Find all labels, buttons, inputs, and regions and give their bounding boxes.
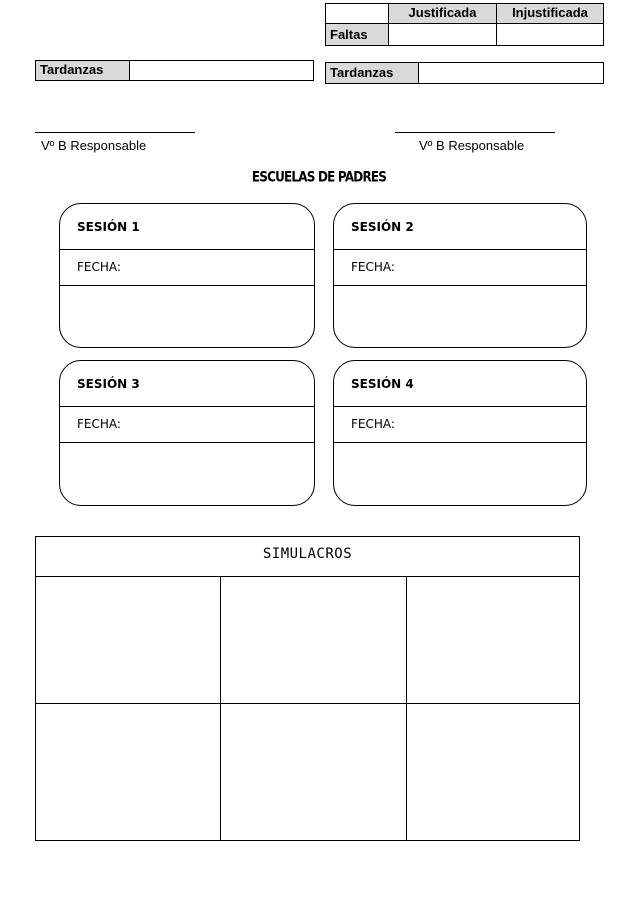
session-title: SESIÓN 3 bbox=[60, 361, 314, 407]
simulacros-col-divider-1 bbox=[220, 576, 221, 841]
session-fecha-label: FECHA: bbox=[334, 406, 586, 443]
signature-line-left bbox=[35, 132, 195, 133]
attendance-corner-cell bbox=[325, 3, 389, 24]
session-card-2 bbox=[333, 203, 587, 348]
row-header-faltas: Faltas bbox=[325, 23, 389, 46]
tardanzas-left-field[interactable] bbox=[129, 60, 314, 81]
faltas-justificada-cell[interactable] bbox=[388, 23, 497, 46]
tardanzas-right-field[interactable] bbox=[418, 62, 604, 84]
session-fecha-label: FECHA: bbox=[60, 406, 314, 443]
signature-label-left: Vº B Responsable bbox=[41, 138, 147, 153]
simulacros-header-divider bbox=[35, 576, 580, 577]
session-fecha-label: FECHA: bbox=[334, 249, 586, 286]
session-card-3 bbox=[59, 360, 315, 506]
signature-line-right bbox=[395, 132, 555, 133]
session-card-1 bbox=[59, 203, 315, 348]
simulacros-outer-border bbox=[35, 536, 580, 841]
faltas-injustificada-cell[interactable] bbox=[496, 23, 604, 46]
tardanzas-left-label: Tardanzas bbox=[35, 60, 130, 81]
signature-label-right: Vº B Responsable bbox=[419, 138, 525, 153]
simulacros-row-divider bbox=[35, 703, 580, 704]
col-header-justificada: Justificada bbox=[388, 3, 497, 24]
tardanzas-right-label: Tardanzas bbox=[325, 62, 419, 84]
session-fecha-label: FECHA: bbox=[60, 249, 314, 286]
simulacros-title: SIMULACROS bbox=[262, 546, 353, 562]
session-title: SESIÓN 4 bbox=[334, 361, 586, 407]
simulacros-col-divider-2 bbox=[406, 576, 407, 841]
session-title: SESIÓN 2 bbox=[334, 204, 586, 250]
col-header-injustificada: Injustificada bbox=[496, 3, 604, 24]
session-card-4 bbox=[333, 360, 587, 506]
session-title: SESIÓN 1 bbox=[60, 204, 314, 250]
escuelas-title: ESCUELAS DE PADRES bbox=[251, 168, 387, 186]
